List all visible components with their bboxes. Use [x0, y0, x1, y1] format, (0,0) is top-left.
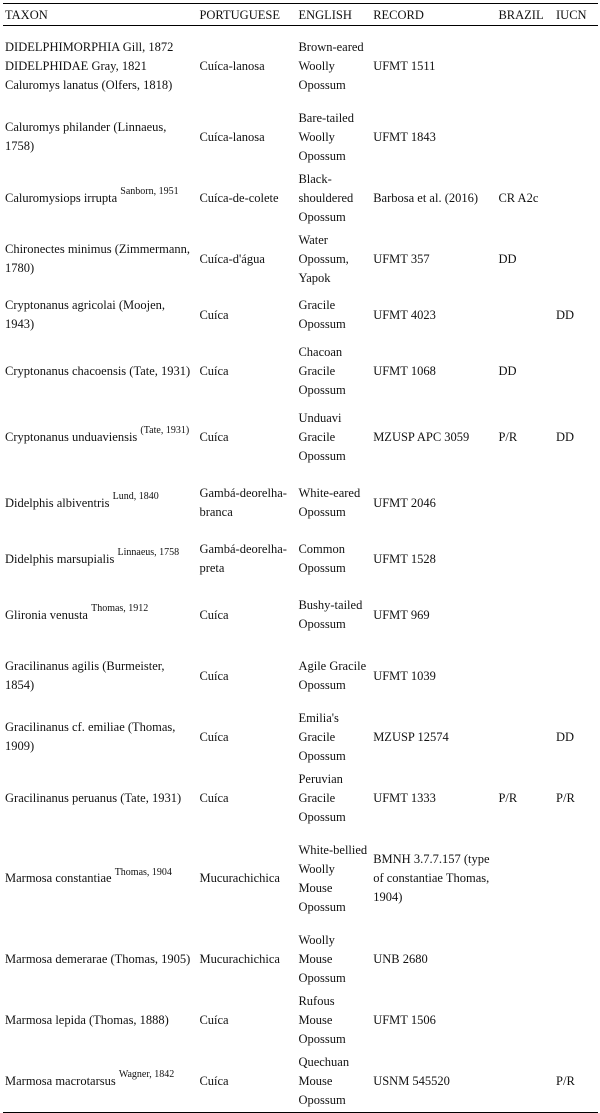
english-cell [296, 585, 371, 646]
portuguese-cell-text: Mucurachichica [199, 951, 280, 966]
portuguese-cell-text: Cuíca-de-colete [199, 190, 279, 205]
taxon-cell-text: Gracilinanus peruanus (Tate, 1931) [5, 790, 182, 805]
taxon-cell-text: Glironia venusta [5, 607, 88, 622]
taxon-cell-text: Caluromys philander (Linnaeus, 1758) [5, 120, 167, 153]
iucn-status-cell-text: DD [556, 729, 575, 744]
iucn-status-cell [554, 473, 598, 534]
record-cell [371, 768, 496, 829]
iucn-status-cell [554, 107, 598, 168]
iucn-status-cell-text: P/R [556, 790, 575, 805]
taxon-cell [3, 107, 197, 168]
taxon-cell-text: DIDELPHIMORPHIA Gill, 1872 DIDELPHIDAE Gray, 1821 Caluromys lanatus (Olfers, 1818) [5, 39, 174, 92]
english-cell [296, 990, 371, 1051]
portuguese-cell [197, 107, 296, 168]
taxon-authority: Lund, 1840 [112, 491, 159, 503]
brazil-status-cell [496, 229, 554, 290]
brazil-status-cell [496, 707, 554, 768]
iucn-status-cell [554, 707, 598, 768]
table-row [3, 646, 598, 707]
record-cell [371, 990, 496, 1051]
english-cell [296, 534, 371, 585]
taxon-cell [3, 929, 197, 990]
taxon-authority: Wagner, 1842 [118, 1069, 175, 1081]
english-cell [296, 229, 371, 290]
brazil-status-cell [496, 829, 554, 929]
taxon-authority: Thomas, 1912 [91, 603, 149, 615]
taxon-authority: Linnaeus, 1758 [117, 547, 180, 559]
english-cell [296, 646, 371, 707]
english-cell [296, 290, 371, 341]
portuguese-cell-text: Gambá-deorelha-branca [199, 486, 287, 519]
header-record: RECORD [371, 4, 496, 26]
taxon-cell-text: Cryptonanus chacoensis (Tate, 1931) [5, 363, 191, 378]
taxon-cell-text: Marmosa lepida (Thomas, 1888) [5, 1012, 169, 1027]
brazil-status-cell-text: DD [498, 363, 517, 378]
record-cell [371, 473, 496, 534]
taxon-cell [3, 707, 197, 768]
taxon-cell [3, 829, 197, 929]
header-iucn: IUCN [554, 4, 598, 26]
brazil-status-cell-text: P/R [498, 429, 518, 444]
record-cell-text: UFMT 1333 [373, 790, 436, 805]
taxon-cell [3, 585, 197, 646]
taxon-cell-text: Chironectes minimus (Zimmermann, 1780) [5, 242, 191, 275]
record-cell [371, 107, 496, 168]
portuguese-cell [197, 168, 296, 229]
portuguese-cell-text: Cuíca [199, 1073, 229, 1088]
english-cell-text: Gracile Opossum [298, 298, 346, 331]
brazil-status-cell [496, 341, 554, 402]
english-cell-text: Bushy-tailed Opossum [298, 598, 363, 631]
record-cell [371, 341, 496, 402]
record-cell-text: UNB 2680 [373, 951, 428, 966]
portuguese-cell [197, 1051, 296, 1113]
taxon-cell [3, 402, 197, 473]
record-cell [371, 1051, 496, 1113]
portuguese-cell-text: Cuíca [199, 607, 229, 622]
taxon-cell-text: Didelphis marsupialis [5, 551, 115, 566]
header-portuguese: PORTUGUESE [197, 4, 296, 26]
table-row [3, 290, 598, 341]
portuguese-cell-text: Cuíca [199, 729, 229, 744]
table-row [3, 534, 598, 585]
iucn-status-cell [554, 341, 598, 402]
iucn-status-cell-text: DD [556, 307, 575, 322]
english-cell [296, 929, 371, 990]
portuguese-cell-text: Mucurachichica [199, 871, 280, 885]
iucn-status-cell [554, 990, 598, 1051]
record-cell-text: BMNH 3.7.7.157 (type of constantiae Thomas, 1904) [373, 852, 490, 904]
brazil-status-cell [496, 990, 554, 1051]
portuguese-cell [197, 829, 296, 929]
english-cell-text: Chacoan Gracile Opossum [298, 344, 346, 397]
taxon-cell [3, 229, 197, 290]
iucn-status-cell-text: DD [556, 429, 575, 444]
record-cell [371, 26, 496, 107]
brazil-status-cell-text: DD [498, 251, 517, 266]
brazil-status-cell [496, 290, 554, 341]
portuguese-cell-text: Gambá-deorelha-preta [199, 542, 287, 575]
portuguese-cell-text: Cuíca-lanosa [199, 129, 265, 144]
iucn-status-cell [554, 585, 598, 646]
english-cell [296, 402, 371, 473]
english-cell [296, 707, 371, 768]
taxon-cell-text: Didelphis albiventris [5, 495, 110, 510]
species-table [3, 3, 598, 1113]
taxon-cell-text: Marmosa demerarae (Thomas, 1905) [5, 951, 191, 966]
portuguese-cell [197, 646, 296, 707]
english-cell [296, 168, 371, 229]
taxon-cell [3, 1051, 197, 1113]
record-cell-text: UFMT 1506 [373, 1012, 436, 1027]
english-cell-text: White-bellied Woolly Mouse Opossum [298, 842, 368, 914]
record-cell-text: UFMT 1068 [373, 363, 436, 378]
taxon-cell [3, 990, 197, 1051]
record-cell-text: UFMT 357 [373, 251, 430, 266]
table-row [3, 990, 598, 1051]
portuguese-cell-text: Cuíca [199, 429, 229, 444]
record-cell-text: UFMT 1511 [373, 58, 436, 73]
english-cell-text: Unduavi Gracile Opossum [298, 410, 346, 463]
brazil-status-cell [496, 646, 554, 707]
portuguese-cell [197, 534, 296, 585]
english-cell-text: Bare-tailed Woolly Opossum [298, 110, 354, 163]
table-row [3, 768, 598, 829]
taxon-cell [3, 534, 197, 585]
header-english: ENGLISH [296, 4, 371, 26]
taxon-cell-text: Gracilinanus cf. emiliae (Thomas, 1909) [5, 720, 176, 753]
brazil-status-cell [496, 929, 554, 990]
header-brazil: BRAZIL [496, 4, 554, 26]
iucn-status-cell [554, 929, 598, 990]
record-cell-text: UFMT 969 [373, 607, 430, 622]
record-cell-text: UFMT 4023 [373, 307, 436, 322]
taxon-cell [3, 26, 197, 107]
portuguese-cell [197, 473, 296, 534]
taxon-authority: (Tate, 1931) [140, 425, 190, 437]
record-cell-text: Barbosa et al. (2016) [373, 190, 479, 205]
english-cell-text: Black-shouldered Opossum [298, 171, 354, 224]
record-cell-text: UFMT 1039 [373, 668, 436, 683]
english-cell [296, 341, 371, 402]
english-cell [296, 473, 371, 534]
record-cell [371, 534, 496, 585]
taxon-cell-text: Marmosa constantiae [5, 871, 112, 885]
english-cell-text: Emilia's Gracile Opossum [298, 710, 346, 763]
english-cell-text: Rufous Mouse Opossum [298, 993, 346, 1046]
record-cell [371, 168, 496, 229]
iucn-status-cell [554, 1051, 598, 1113]
table-row [3, 929, 598, 990]
english-cell-text: Brown-eared Woolly Opossum [298, 39, 364, 92]
taxon-cell [3, 168, 197, 229]
brazil-status-cell [496, 585, 554, 646]
english-cell-text: Peruvian Gracile Opossum [298, 771, 346, 824]
brazil-status-cell [496, 402, 554, 473]
portuguese-cell [197, 585, 296, 646]
iucn-status-cell-text: P/R [556, 1073, 575, 1088]
record-cell [371, 929, 496, 990]
english-cell-text: Common Opossum [298, 542, 346, 575]
portuguese-cell-text: Cuíca [199, 668, 229, 683]
iucn-status-cell [554, 26, 598, 107]
record-cell-text: UFMT 1843 [373, 129, 436, 144]
brazil-status-cell [496, 107, 554, 168]
record-cell [371, 585, 496, 646]
table-row [3, 402, 598, 473]
brazil-status-cell [496, 473, 554, 534]
portuguese-cell-text: Cuíca [199, 307, 229, 322]
portuguese-cell [197, 229, 296, 290]
portuguese-cell [197, 402, 296, 473]
record-cell-text: MZUSP 12574 [373, 729, 449, 744]
taxon-cell [3, 473, 197, 534]
iucn-status-cell [554, 768, 598, 829]
table-row [3, 168, 598, 229]
record-cell [371, 229, 496, 290]
brazil-status-cell-text: P/R [498, 790, 518, 805]
portuguese-cell-text: Cuíca-lanosa [199, 58, 265, 73]
header-row [3, 4, 598, 26]
iucn-status-cell [554, 402, 598, 473]
english-cell [296, 26, 371, 107]
taxon-cell [3, 341, 197, 402]
brazil-status-cell [496, 168, 554, 229]
table-row [3, 107, 598, 168]
english-cell [296, 829, 371, 929]
portuguese-cell [197, 341, 296, 402]
table-row [3, 341, 598, 402]
record-cell-text: UFMT 1528 [373, 551, 436, 566]
record-cell [371, 707, 496, 768]
record-cell [371, 829, 496, 929]
iucn-status-cell [554, 168, 598, 229]
english-cell-text: Woolly Mouse Opossum [298, 932, 346, 985]
portuguese-cell [197, 26, 296, 107]
taxon-cell [3, 290, 197, 341]
table-row [3, 229, 598, 290]
english-cell [296, 1051, 371, 1113]
brazil-status-cell-text: CR A2c [498, 190, 539, 205]
taxon-cell-text: Cryptonanus unduaviensis [5, 429, 138, 444]
portuguese-cell [197, 707, 296, 768]
portuguese-cell [197, 929, 296, 990]
brazil-status-cell [496, 768, 554, 829]
iucn-status-cell [554, 229, 598, 290]
record-cell-text: USNM 545520 [373, 1073, 450, 1088]
portuguese-cell-text: Cuíca [199, 790, 229, 805]
portuguese-cell [197, 990, 296, 1051]
english-cell-text: Agile Gracile Opossum [298, 659, 367, 692]
table-row [3, 829, 598, 929]
record-cell [371, 290, 496, 341]
taxon-cell-text: Caluromysiops irrupta [5, 190, 118, 205]
taxon-cell-text: Marmosa macrotarsus [5, 1073, 116, 1088]
taxon-cell-text: Cryptonanus agricolai (Moojen, 1943) [5, 298, 166, 331]
record-cell-text: UFMT 2046 [373, 495, 436, 510]
table-row [3, 585, 598, 646]
table-row [3, 707, 598, 768]
record-cell-text: MZUSP APC 3059 [373, 429, 470, 444]
portuguese-cell-text: Cuíca [199, 1012, 229, 1027]
record-cell [371, 402, 496, 473]
table-row [3, 473, 598, 534]
english-cell [296, 768, 371, 829]
brazil-status-cell [496, 26, 554, 107]
table-row [3, 1051, 598, 1113]
english-cell [296, 107, 371, 168]
taxon-cell-text: Gracilinanus agilis (Burmeister, 1854) [5, 659, 165, 692]
iucn-status-cell [554, 829, 598, 929]
brazil-status-cell [496, 534, 554, 585]
iucn-status-cell [554, 290, 598, 341]
brazil-status-cell [496, 1051, 554, 1113]
iucn-status-cell [554, 534, 598, 585]
english-cell-text: Quechuan Mouse Opossum [298, 1054, 350, 1107]
portuguese-cell-text: Cuíca [199, 363, 229, 378]
english-cell-text: Water Opossum, Yapok [298, 232, 349, 285]
taxon-cell [3, 768, 197, 829]
taxon-authority: Thomas, 1904 [114, 866, 172, 878]
portuguese-cell [197, 290, 296, 341]
table-row [3, 26, 598, 107]
portuguese-cell-text: Cuíca-d'água [199, 251, 265, 266]
english-cell-text: White-eared Opossum [298, 486, 361, 519]
taxon-cell [3, 646, 197, 707]
portuguese-cell [197, 768, 296, 829]
header-taxon: TAXON [3, 4, 197, 26]
record-cell [371, 646, 496, 707]
taxon-authority: Sanborn, 1951 [120, 186, 179, 198]
iucn-status-cell [554, 646, 598, 707]
